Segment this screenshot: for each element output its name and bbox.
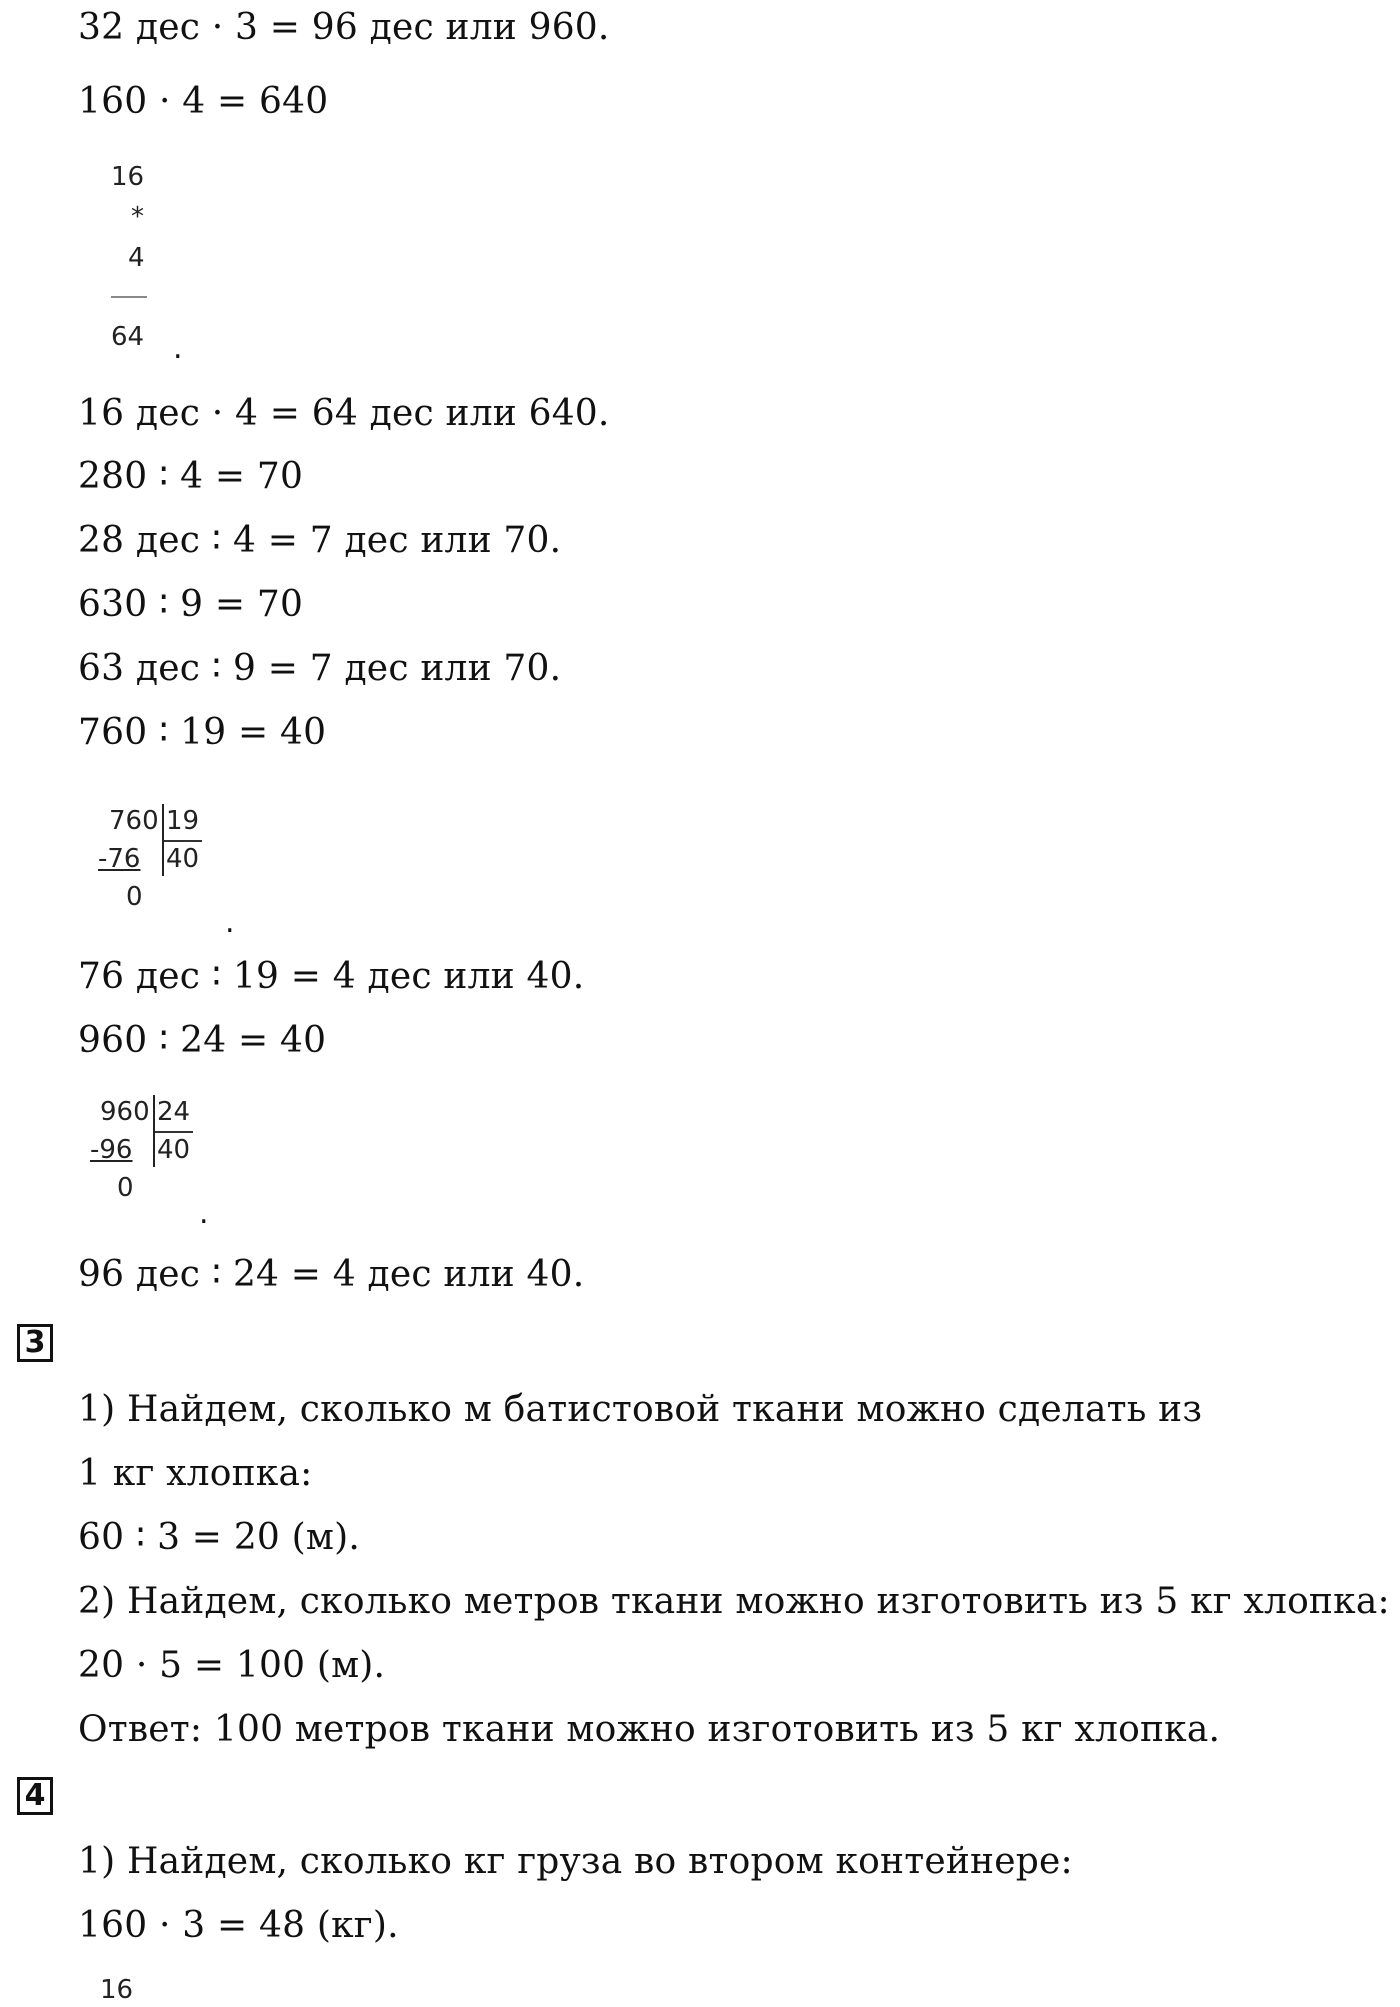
dividend: 960 (100, 1097, 150, 1127)
text-line: 28 дес ∶ 4 = 7 дес или 70. (78, 520, 562, 561)
text-line: 32 дес · 3 = 96 дес или 960. (78, 7, 610, 48)
mult-dot: . (173, 331, 183, 366)
remainder: 0 (117, 1173, 134, 1203)
division-dot: . (199, 1196, 209, 1231)
task-number-4: 4 (17, 1777, 53, 1815)
divisor-rule (164, 840, 202, 842)
mult-result: 64 (111, 322, 145, 352)
task3-line: 20 · 5 = 100 (м). (78, 1645, 386, 1686)
task3-line: 1) Найдем, сколько м батистовой ткани можно сделать из (78, 1389, 1203, 1430)
remainder: 0 (126, 882, 143, 912)
text-line: 630 ∶ 9 = 70 (78, 584, 304, 625)
task4-line: 1) Найдем, сколько кг груза во втором контейнере: (78, 1841, 1073, 1882)
quotient: 40 (166, 844, 200, 874)
divisor: 19 (166, 806, 200, 836)
task3-line: 2) Найдем, сколько метров ткани можно изготовить из 5 кг хлопка: (78, 1581, 1390, 1622)
text-line: 960 ∶ 24 = 40 (78, 1020, 327, 1061)
text-line: 16 дес · 4 = 64 дес или 640. (78, 393, 610, 434)
task-number-3: 3 (17, 1324, 53, 1362)
text-line: 160 · 4 = 640 (78, 81, 329, 122)
mult-sign: * (131, 202, 144, 232)
task3-line: 1 кг хлопка: (78, 1453, 313, 1494)
text-line: 63 дес ∶ 9 = 7 дес или 70. (78, 648, 562, 689)
division-dot: . (225, 905, 235, 940)
quotient: 40 (157, 1135, 191, 1165)
task4-column-top: 16 (100, 1975, 134, 2005)
divisor-rule (155, 1131, 193, 1133)
text-line: 76 дес ∶ 19 = 4 дес или 40. (78, 956, 585, 997)
mult-top-number: 16 (111, 162, 145, 192)
task3-answer: Ответ: 100 метров ткани можно изготовить из 5 кг хлопка. (78, 1709, 1221, 1750)
task4-line: 160 · 3 = 48 (кг). (78, 1905, 399, 1946)
subtrahend: -76 (98, 844, 141, 874)
text-line: 760 ∶ 19 = 40 (78, 712, 327, 753)
task3-line: 60 ∶ 3 = 20 (м). (78, 1517, 361, 1558)
mult-rule (111, 296, 147, 298)
dividend: 760 (109, 806, 159, 836)
text-line: 96 дес ∶ 24 = 4 дес или 40. (78, 1254, 585, 1295)
divisor: 24 (157, 1097, 191, 1127)
mult-factor: 4 (128, 243, 145, 273)
text-line: 280 ∶ 4 = 70 (78, 456, 304, 497)
subtrahend: -96 (90, 1135, 133, 1165)
